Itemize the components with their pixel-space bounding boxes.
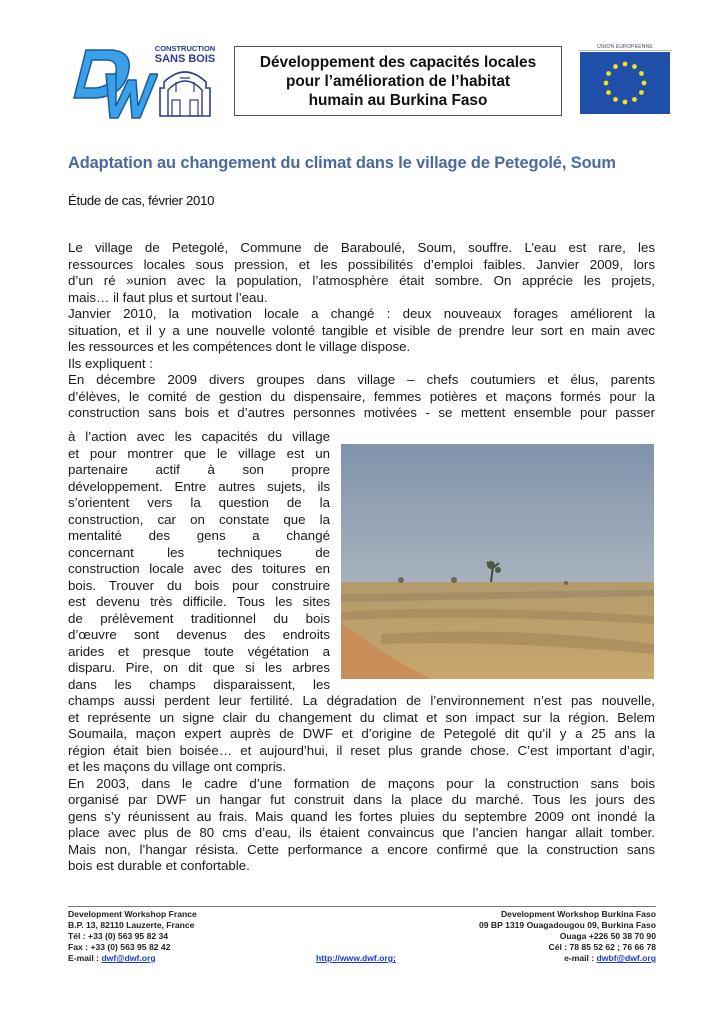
footer-right-email-label: e-mail :	[564, 953, 597, 963]
eu-star	[613, 97, 618, 102]
text-line: disparu. Pire, on dit que si les arbres	[68, 660, 330, 675]
text-line: Ils expliquent :	[68, 355, 154, 371]
eu-logo	[578, 44, 672, 118]
footer-right-mobile: Cél : 78 85 52 62 ; 76 66 78	[548, 942, 656, 952]
footer-right-org: Development Workshop Burkina Faso	[500, 909, 656, 919]
footer-right-email-link[interactable]: dwbf@dwf.org	[596, 953, 656, 963]
text-line: bois. Trouver du bois pour construire	[68, 577, 330, 593]
text-line: place avec plus de 80 cms d’eau, ils étaient convaincus que l’ancien hangar allait tomber.	[68, 825, 655, 840]
eu-star	[604, 81, 609, 86]
eu-star	[639, 71, 644, 76]
text-line: dans les champs disparaissent, les	[68, 676, 330, 692]
text-line: Soumaila, maçon expert auprès de DWF et d’origine de Petegolé dit qu’il y a 25 ans la	[68, 726, 655, 741]
text-line: construction, car on constate que la	[68, 511, 330, 527]
text-line: est devenu très difficile. Tous les sites	[68, 594, 330, 609]
project-title-line-2: pour l’amélioration de l’habitat	[285, 72, 511, 90]
text-line: d’élèves, le comité de gestion du dispensaire, femmes potières et maçons formés pour la	[68, 388, 655, 404]
text-line: champs aussi perdent leur fertilité. La dégradation de l’environnement n’est pas nouvelle,	[68, 693, 655, 708]
eu-star	[639, 90, 644, 95]
text-line: de prélèvement traditionnel du bois	[68, 610, 330, 626]
text-line: développement. Entre autres sujets, ils	[68, 478, 330, 494]
text-line: En décembre 2009 divers groupes dans village – chefs coutumiers et élus, parents	[68, 372, 655, 387]
text-line: Janvier 2010, la motivation locale a changé : deux nouveaux forages améliorent la	[68, 306, 655, 321]
project-title-box	[234, 46, 562, 116]
text-line: organisé par DWF un hangar fut construit dans la place du marché. Tous les jours des	[68, 792, 655, 807]
project-title-line-1: Développement des capacités locales	[259, 53, 537, 71]
text-line: concernant les techniques de	[68, 544, 330, 560]
eu-star	[623, 62, 628, 67]
footer-divider	[68, 906, 656, 907]
text-line: construction locale avec des toitures en	[68, 561, 330, 576]
text-line: à l’action avec les capacités du village	[68, 429, 330, 444]
text-line: et pour montrer que le village est un	[68, 445, 330, 461]
eu-caption: UNION EUROPEENNE	[578, 44, 672, 51]
text-line: arides et presque toute végétation a	[68, 643, 330, 659]
footer-left-tel: Tél : +33 (0) 563 95 82 34	[68, 931, 169, 941]
eu-star	[632, 64, 637, 69]
text-line: situation, et il y a une nouvelle volonté tangible et visible de prendre leur sort en main avec	[68, 322, 655, 338]
csb-logo-line2: SANS BOIS	[154, 53, 216, 65]
eu-star	[642, 81, 647, 86]
footer-right-address: 09 BP 1319 Ouagadougou 09, Burkina Faso	[478, 920, 656, 930]
document-title: Adaptation au changement du climat dans le village de Petegolé, Soum	[68, 154, 616, 172]
footer-left-email-row	[68, 953, 156, 964]
text-line: d’un ré »union avec la population, l’atmosphère était sombre. On apprécie les projets,	[68, 273, 655, 288]
construction-sans-bois-logo	[154, 42, 216, 120]
project-title-line-3: humain au Burkina Faso	[308, 91, 488, 109]
footer-right-phone: Ouaga +226 50 38 70 90	[559, 931, 656, 941]
text-line: s’orientent vers la question de la	[68, 495, 330, 510]
footer-left-email-label: E-mail :	[68, 953, 102, 963]
text-line: région était bien boisée… et aujourd’hui, il reset plus grande chose. C’est important d’agir,	[68, 742, 655, 758]
eu-star	[613, 64, 618, 69]
footer-left-org: Development Workshop France	[68, 909, 197, 919]
document-subtitle: Étude de cas, février 2010	[68, 193, 215, 208]
text-line: les ressources et les compétences dont le village dispose.	[68, 339, 411, 354]
text-line: et représente un signe clair du changement du climat et son impact sur la région. Belem	[68, 709, 655, 725]
eu-star	[632, 97, 637, 102]
eu-flag-icon	[580, 52, 670, 114]
csb-logo-line1: CONSTRUCTION	[154, 44, 216, 53]
text-line: ressources locales sous pression, et les possibilités d’emploi faibles. Janvier 2009, lors	[68, 256, 655, 272]
text-line: mais… il faut plus et surtout l’eau.	[68, 289, 268, 305]
eu-star	[623, 100, 628, 105]
footer-website-link[interactable]: http://www.dwf.org;	[316, 953, 396, 963]
eu-star	[606, 71, 611, 76]
landscape-photo	[341, 444, 654, 679]
text-line: Mais non, l’hangar résista. Cette performance a encore confirmé que la construction sans	[68, 841, 655, 857]
text-line: mentalité des gens a changé	[68, 528, 330, 543]
dw-logo	[72, 44, 158, 122]
text-line: construction sans bois et d’autres personnes motivées - se mettent ensemble pour passer	[68, 405, 655, 420]
text-line: d’œuvre sont devenus des endroits	[68, 627, 330, 642]
text-line: et les maçons du village ont compris.	[68, 759, 287, 774]
eu-star	[606, 90, 611, 95]
footer-right-email-row	[564, 953, 656, 964]
text-line: bois est durable et confortable.	[68, 858, 250, 873]
text-line: partenaire actif à son propre	[68, 462, 330, 477]
footer-left-address: B.P. 13, 82110 Lauzerte, France	[68, 920, 195, 930]
footer-left-fax: Fax : +33 (0) 563 95 82 42	[68, 942, 171, 952]
text-line: gens s’y réunissent au frais. Mais quand les fortes pluies du septembre 2009 ont inondé la	[68, 808, 655, 824]
footer-left-email-link[interactable]: dwf@dwf.org	[101, 953, 156, 963]
text-line: En 2003, dans le cadre d’une formation de maçons pour la construction sans bois	[68, 775, 655, 791]
text-line: Le village de Petegolé, Commune de Baraboulé, Soum, souffre. L’eau est rare, les	[68, 240, 655, 255]
